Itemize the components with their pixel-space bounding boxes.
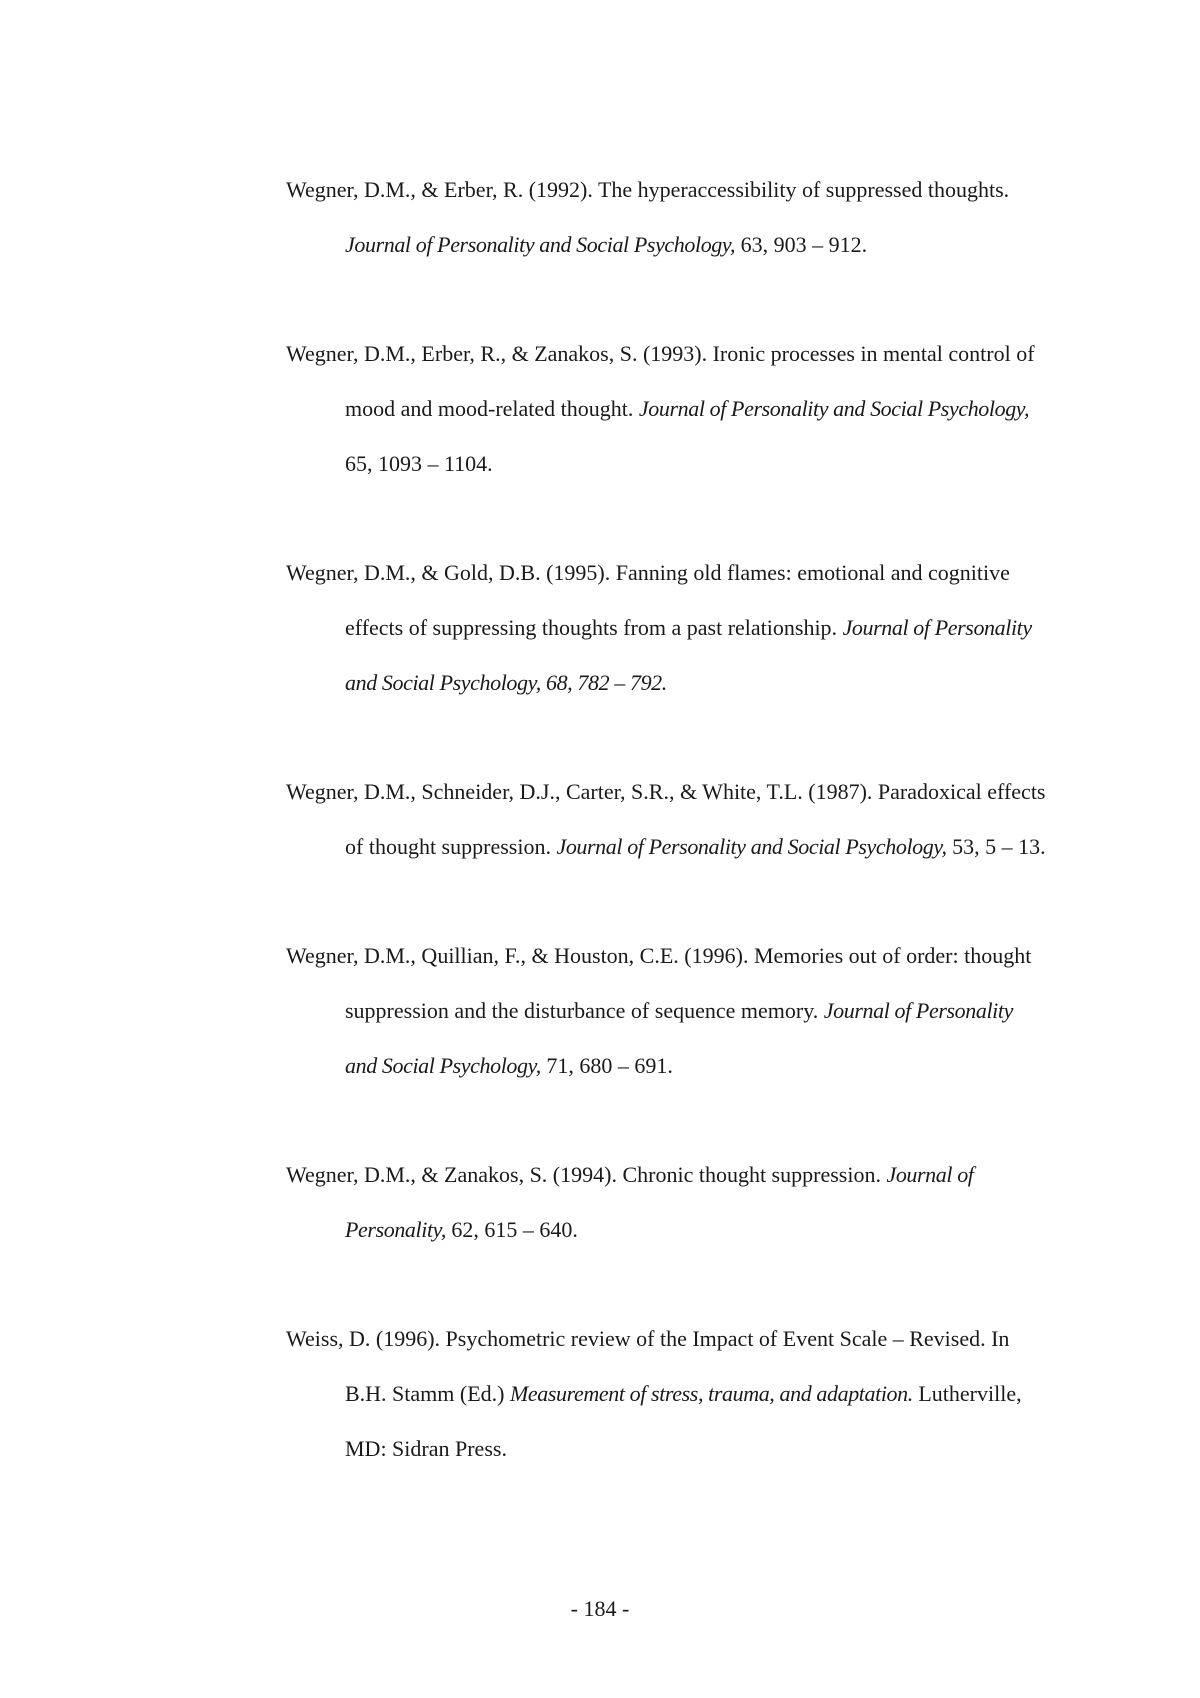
reference-text: Weiss, D. (1996). Psychometric review of the Impact of Event Scale – Revised. In B.H. Stamm (Ed.) (286, 1326, 1010, 1406)
reference-journal: Journal of Personality and Social Psychology, (345, 232, 736, 257)
reference-text: Wegner, D.M., Erber, R., & Zanakos, S. (1993). Ironic processes in mental control of mood and mood-related thought. (286, 341, 1035, 421)
reference-journal: Journal of Personality, (345, 1162, 974, 1242)
reference-journal: Journal of Personality and Social Psychology, (638, 396, 1030, 421)
reference-volume-pages: 62, 615 – 640. (445, 1217, 578, 1242)
reference-entry-wegner-zanakos-1994 (286, 1147, 1046, 1257)
reference-text: Wegner, D.M., Schneider, D.J., Carter, S.R., & White, T.L. (1987). Paradoxical effects of thought suppression. (286, 779, 1046, 859)
reference-entry-wegner-quillian-1996 (286, 928, 1046, 1093)
reference-journal: Journal of Personality and Social Psychology, (556, 834, 947, 859)
reference-journal: Journal of Personality and Social Psychology, (345, 998, 1013, 1078)
reference-volume-pages: 63, 903 – 912. (735, 232, 868, 257)
reference-volume-pages: 65, 1093 – 1104. (345, 451, 493, 476)
reference-text: Wegner, D.M., & Zanakos, S. (1994). Chronic thought suppression. (286, 1162, 887, 1187)
reference-entry-wegner-schneider-1987 (286, 764, 1046, 874)
reference-journal: Journal of Personality and Social Psychology, 68, 782 – 792. (345, 615, 1032, 695)
reference-entry-weiss-1996 (286, 1311, 1046, 1476)
reference-book-title: Measurement of stress, trauma, and adaptation. (510, 1381, 913, 1406)
reference-text: Wegner, D.M., & Gold, D.B. (1995). Fanning old flames: emotional and cognitive effects of suppressing thoughts from a past relationship. (286, 560, 1010, 640)
reference-list (286, 162, 1046, 1530)
reference-entry-wegner-erber-1992 (286, 162, 1046, 272)
reference-text: Wegner, D.M., & Erber, R. (1992). The hyperaccessibility of suppressed thoughts. (286, 177, 1010, 202)
reference-text: Wegner, D.M., Quillian, F., & Houston, C.E. (1996). Memories out of order: thought suppression and the disturbance of sequence memory. (286, 943, 1032, 1023)
reference-publisher: Lutherville, MD: Sidran Press. (345, 1381, 1022, 1461)
reference-volume-pages: 53, 5 – 13. (946, 834, 1046, 859)
page-number: - 184 - (570, 1596, 630, 1621)
reference-entry-wegner-erber-zanakos-1993 (286, 326, 1046, 491)
reference-volume-pages: 71, 680 – 691. (540, 1053, 673, 1078)
reference-entry-wegner-gold-1995 (286, 545, 1046, 710)
